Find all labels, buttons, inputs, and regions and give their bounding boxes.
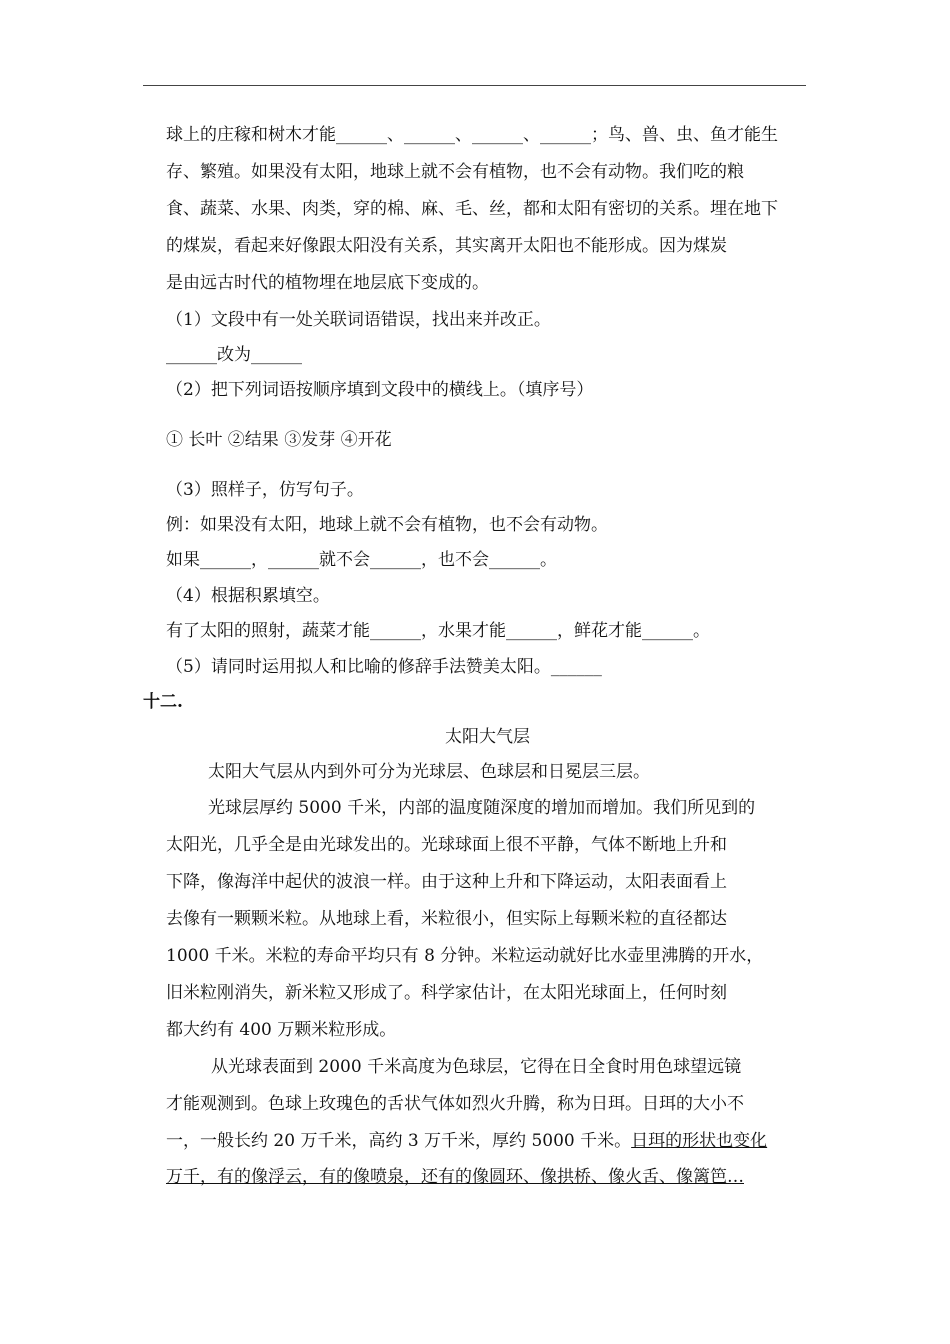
question-3-answer: 如果______，______就不会______，也不会______。 [166,550,557,570]
paragraph-3-line-2: 才能观测到。色球上玫瑰色的舌状气体如烈火升腾，称为日珥。日珥的大小不 [166,1094,744,1114]
passage-line-4: 的煤炭，看起来好像跟太阳没有关系，其实离开太阳也不能形成。因为煤炭 [166,236,727,256]
passage-line-1: 球上的庄稼和树木才能______、______、______、______；鸟、兽、虫、鱼才能生 [166,125,778,145]
question-4-answer: 有了太阳的照射，蔬菜才能______，水果才能______，鲜花才能______。 [166,621,710,641]
question-1-answer: ______改为______ [166,345,302,365]
question-3-example: 例：如果没有太阳，地球上就不会有植物，也不会有动物。 [166,515,608,535]
paragraph-2-line-2: 太阳光，几乎全是由光球发出的。光球球面上很不平静，气体不断地上升和 [166,835,727,855]
passage-line-5: 是由远古时代的植物埋在地层底下变成的。 [166,273,489,293]
passage-line-3: 食、蔬菜、水果、肉类，穿的棉、麻、毛、丝，都和太阳有密切的关系。埋在地下 [166,199,778,219]
passage-line-2: 存、繁殖。如果没有太阳，地球上就不会有植物，也不会有动物。我们吃的粮 [166,162,744,182]
paragraph-2-line-6: 旧米粒刚消失，新米粒又形成了。科学家估计，在太阳光球面上，任何时刻 [166,983,727,1003]
article-title: 太阳大气层 [445,727,530,747]
question-3: （3）照样子，仿写句子。 [166,480,364,500]
section-number: 十二. [143,692,183,712]
paragraph-1: 太阳大气层从内到外可分为光球层、色球层和日冕层三层。 [208,762,650,782]
paragraph-2-line-3: 下降，像海洋中起伏的波浪一样。由于这种上升和下降运动，太阳表面看上 [166,872,727,892]
paragraph-2-line-1: 光球层厚约 5000 千米，内部的温度随深度的增加而增加。我们所见到的 [208,798,756,818]
paragraph-2-line-7: 都大约有 400 万颗米粒形成。 [166,1020,397,1040]
paragraph-2-line-4: 去像有一颗颗米粒。从地球上看，米粒很小，但实际上每颗米粒的直径都达 [166,909,727,929]
question-5: （5）请同时运用拟人和比喻的修辞手法赞美太阳。______ [166,657,602,677]
paragraph-3-line-1: 从光球表面到 2000 千米高度为色球层，它得在日全食时用色球望远镜 [211,1057,742,1077]
paragraph-3-line-3-plain: 一，一般长约 20 万千米，高约 3 万千米，厚约 5000 千米。 [166,1131,632,1151]
paragraph-3-line-3-underlined: 日珥的形状也变化 [631,1131,768,1151]
paragraph-2-line-5: 1000 千米。米粒的寿命平均只有 8 分钟。米粒运动就好比水壶里沸腾的开水， [166,946,764,966]
question-2: （2）把下列词语按顺序填到文段中的横线上。（填序号） [166,380,594,400]
question-1: （1）文段中有一处关联词语错误，找出来并改正。 [166,310,551,330]
header-rule [143,85,806,86]
paragraph-3-line-4-underlined: 万千，有的像浮云，有的像喷泉，还有的像圆环、像拱桥、像火舌、像篱笆… [166,1167,744,1187]
question-2-options: ① 长叶 ②结果 ③发芽 ④开花 [166,430,392,450]
paragraph-3-line-3 [166,1129,767,1153]
question-4: （4）根据积累填空。 [166,586,330,606]
